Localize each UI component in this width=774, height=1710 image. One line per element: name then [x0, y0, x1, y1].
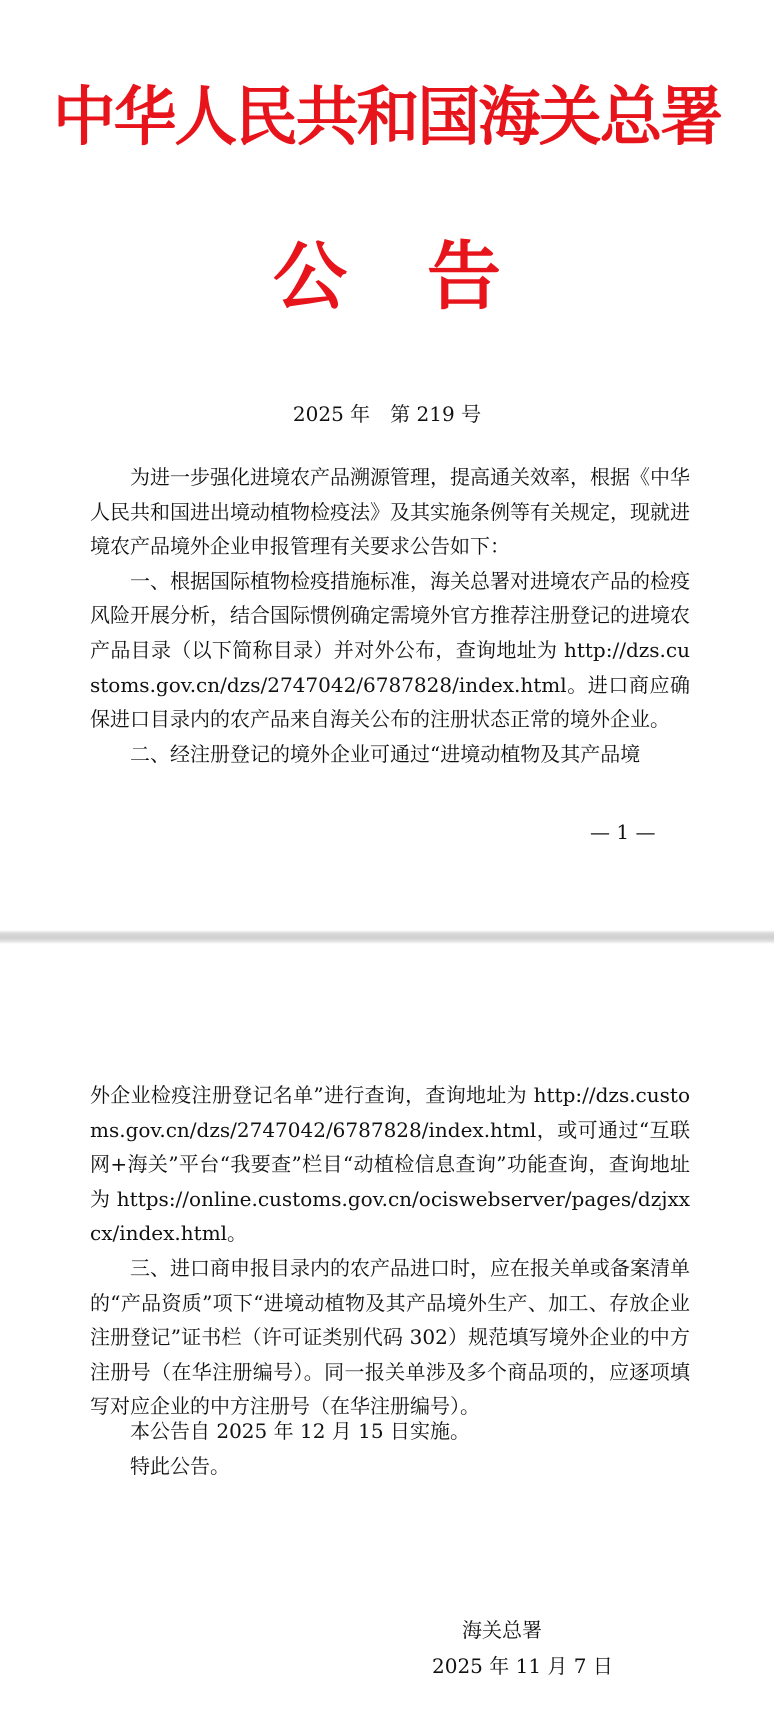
item-1-paragraph: 一、根据国际植物检疫措施标准，海关总署对进境农产品的检疫风险开展分析，结合国际惯例确定需境外官方推荐注册登记的进境农产品目录（以下简称目录）并对外公布，查询地址为 http://dzs.customs.gov.cn/dzs/2747042/6787828/index.html。进口商应确保进口目录内的农产品来自海关公布的注册状态正常的境外企业。	[90, 568, 690, 732]
item-2-paragraph-continued: 外企业检疫注册登记名单”进行查询，查询地址为 http://dzs.customs.gov.cn/dzs/2747042/6787828/index.html，或可通过“互联网+海关”平台“我要查”栏目“动植检信息查询”功能查询，查询地址为 https://online.customs.gov.cn/ociswebserver/pages/dzjxxcx/index.html。	[90, 1083, 690, 1246]
item-2-paragraph-start: 二、经注册登记的境外企业可通过“进境动植物及其产品境	[130, 741, 641, 766]
closing-phrase: 特此公告。	[130, 1454, 230, 1478]
document-type-title: 公告	[273, 234, 581, 320]
document-number: 2025 年 第 219 号	[292, 402, 482, 426]
intro-paragraph: 为进一步强化进境农产品溯源管理，提高通关效率，根据《中华人民共和国进出境动植物检疫法》及其实施条例等有关规定，现就进境农产品境外企业申报管理有关要求公告如下：	[90, 465, 690, 559]
page-2-body	[90, 1078, 690, 1424]
page-1-body	[90, 460, 690, 771]
signature-date: 2025 年 11 月 7 日	[432, 1654, 613, 1678]
page-number: — 1 —	[590, 820, 656, 844]
signature-organization: 海关总署	[462, 1618, 542, 1642]
page-separator	[0, 930, 774, 944]
issuing-organization-title: 中华人民共和国海关总署	[52, 81, 722, 155]
effective-date-paragraph: 本公告自 2025 年 12 月 15 日实施。	[130, 1419, 470, 1443]
item-3-paragraph: 三、进口商申报目录内的农产品进口时，应在报关单或备案清单的“产品资质”项下“进境动植物及其产品境外生产、加工、存放企业注册登记”证书栏（许可证类别代码 302）规范填写境外企业的中方注册号（在华注册编号）。同一报关单涉及多个商品项的，应逐项填写对应企业的中方注册号（在华注册编号）。	[90, 1255, 690, 1419]
